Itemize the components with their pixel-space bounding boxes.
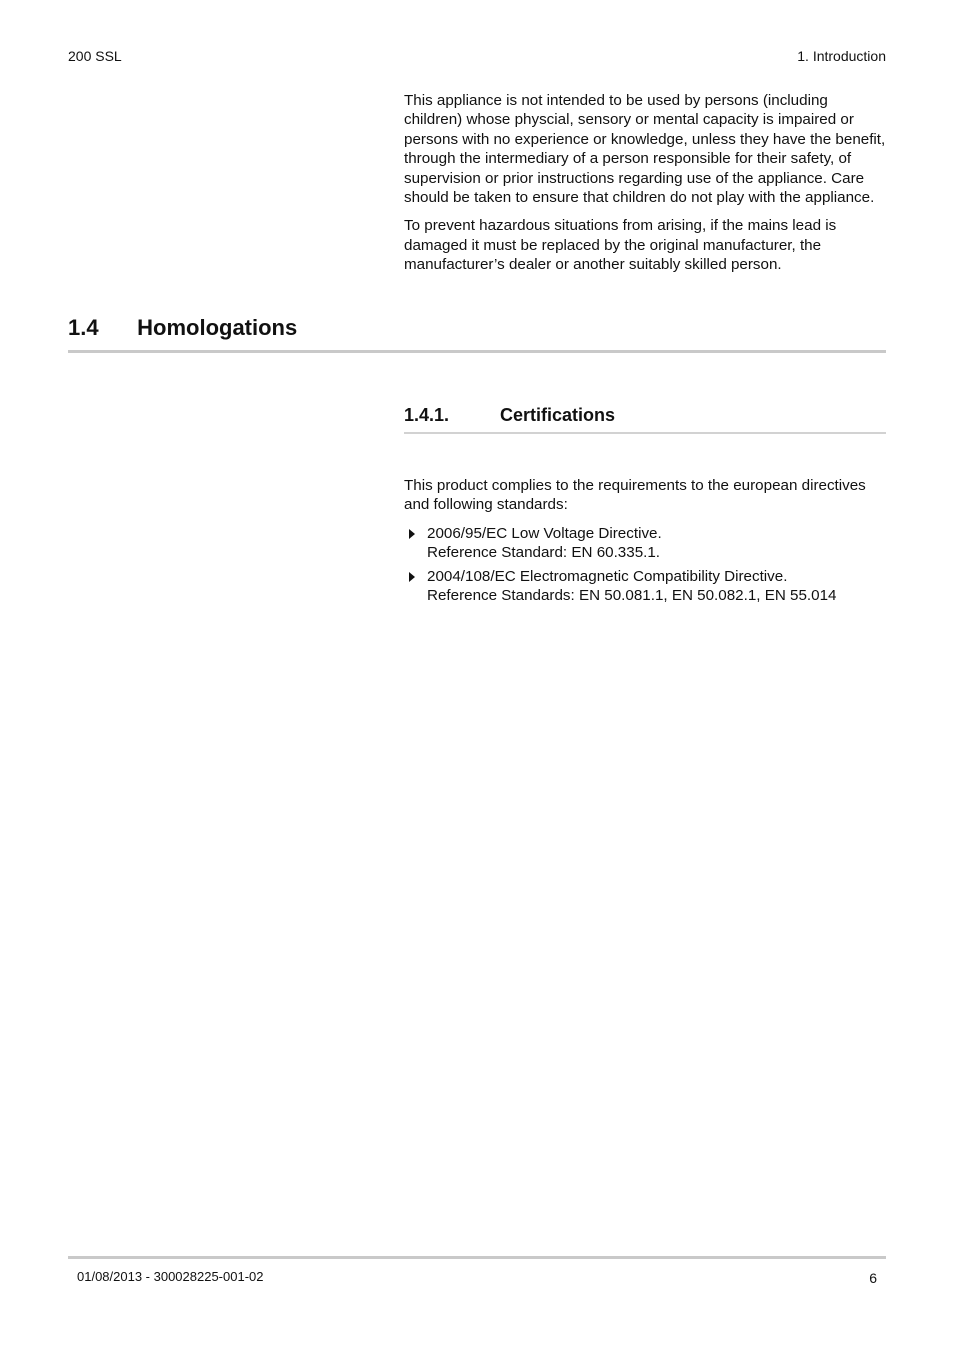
subsection-heading: [404, 404, 886, 434]
chapter-title: 1. Introduction: [797, 48, 886, 64]
certifications-list: [404, 524, 888, 606]
section-number: 1.4: [68, 315, 99, 340]
subsection-title: Certifications: [500, 405, 616, 425]
reference-standard-text: Reference Standard: EN 60.335.1.: [427, 544, 661, 562]
intro-text-block: [404, 91, 888, 284]
list-item: [404, 567, 888, 606]
footer-divider: [68, 1256, 886, 1259]
reference-standard-text: Reference Standards: EN 50.081.1, EN 50.082.1, EN 55.014: [427, 587, 837, 605]
section-heading: [68, 314, 886, 353]
page-number: 6: [869, 1270, 877, 1286]
section-title: Homologations: [137, 315, 298, 340]
document-reference: 01/08/2013 - 300028225-001-02: [77, 1269, 264, 1284]
triangle-bullet-icon: [409, 529, 415, 539]
intro-paragraph: To prevent hazardous situations from arising, if the mains lead is damaged it must be replaced by the original manufacturer, the manufacturer’s dealer or another suitably skilled person.: [404, 217, 837, 274]
directive-text: 2006/95/EC Low Voltage Directive.: [427, 524, 662, 542]
directive-text: 2004/108/EC Electromagnetic Compatibility Directive.: [427, 567, 788, 585]
intro-paragraph: This appliance is not intended to be used by persons (including children) whose physcial, sensory or mental capacity is impaired or persons with no experience or knowledge, unless they have the benefit, through the intermediary of a person responsible for their safety, of supervision or prior instructions regarding use of the appliance. Care should be taken to ensure that children do not play with the appliance.: [404, 92, 886, 207]
certifications-block: [404, 476, 888, 609]
certifications-intro: This product complies to the requirements to the european directives and following standards:: [404, 477, 866, 514]
triangle-bullet-icon: [409, 572, 415, 582]
list-item: [404, 524, 888, 563]
document-model-name: 200 SSL: [68, 48, 122, 64]
subsection-number: 1.4.1.: [404, 405, 450, 425]
